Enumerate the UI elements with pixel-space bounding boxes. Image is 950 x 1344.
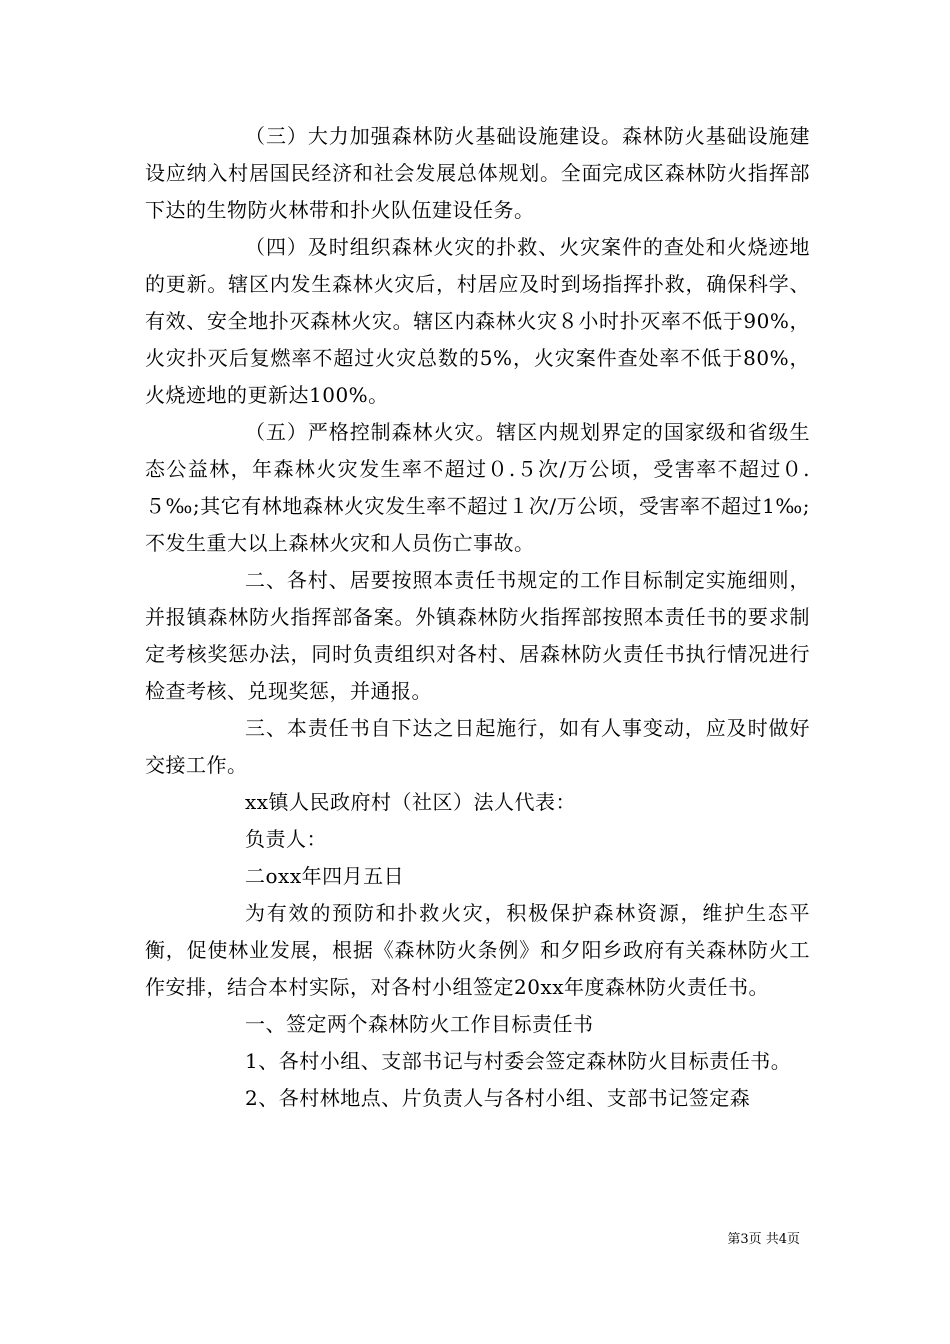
paragraph-intro: 为有效的预防和扑救火灾，积极保护森林资源，维护生态平衡，促使林业发展，根据《森林防火条例》和夕阳乡政府有关森林防火工作安排，结合本村实际，对各村小组签定20xx年度森林防火责任书。 bbox=[145, 901, 810, 999]
document-body bbox=[145, 118, 810, 1117]
paragraph-heading-1: 一、签定两个森林防火工作目标责任书 bbox=[245, 1012, 594, 1036]
paragraph-section-2: 二、各村、居要按照本责任书规定的工作目标制定实施细则，并报镇森林防火指挥部备案。外镇森林防火指挥部按照本责任书的要求制定考核奖惩办法，同时负责组织对各村、居森林防火责任书执行情况进行检查考核、兑现奖惩，并通报。 bbox=[145, 568, 810, 703]
paragraph-item-2: 2、各村林地点、片负责人与各村小组、支部书记签定森 bbox=[245, 1086, 751, 1110]
paragraph-3: （三）大力加强森林防火基础设施建设。森林防火基础设施建设应纳入村居国民经济和社会发展总体规划。全面完成区森林防火指挥部下达的生物防火林带和扑火队伍建设任务。 bbox=[145, 124, 810, 222]
paragraph-item-1: 1、各村小组、支部书记与村委会签定森林防火目标责任书。 bbox=[245, 1049, 792, 1073]
signature-line-responsible: 负责人： bbox=[245, 827, 327, 851]
paragraph-section-3: 三、本责任书自下达之日起施行，如有人事变动，应及时做好交接工作。 bbox=[145, 716, 810, 777]
document-date: 二oxx年四月五日 bbox=[245, 864, 405, 888]
signature-line-government: xx镇人民政府村（社区）法人代表： bbox=[245, 790, 577, 814]
paragraph-5: （五）严格控制森林火灾。辖区内规划界定的国家级和省级生态公益林，年森林火灾发生率不超过０.５次/万公顷，受害率不超过０.５‰;其它有林地森林火灾发生率不超过１次/万公顷，受害率不超过1‰;不发生重大以上森林火灾和人员伤亡事故。 bbox=[145, 420, 810, 555]
paragraph-4: （四）及时组织森林火灾的扑救、火灾案件的查处和火烧迹地的更新。辖区内发生森林火灾后，村居应及时到场指挥扑救，确保科学、有效、安全地扑灭森林火灾。辖区内森林火灾８小时扑灭率不低于90%，火灾扑灭后复燃率不超过火灾总数的5%，火灾案件查处率不低于80%，火烧迹地的更新达100%。 bbox=[145, 235, 810, 407]
page-number: 第3页 共4页 bbox=[727, 1232, 800, 1247]
